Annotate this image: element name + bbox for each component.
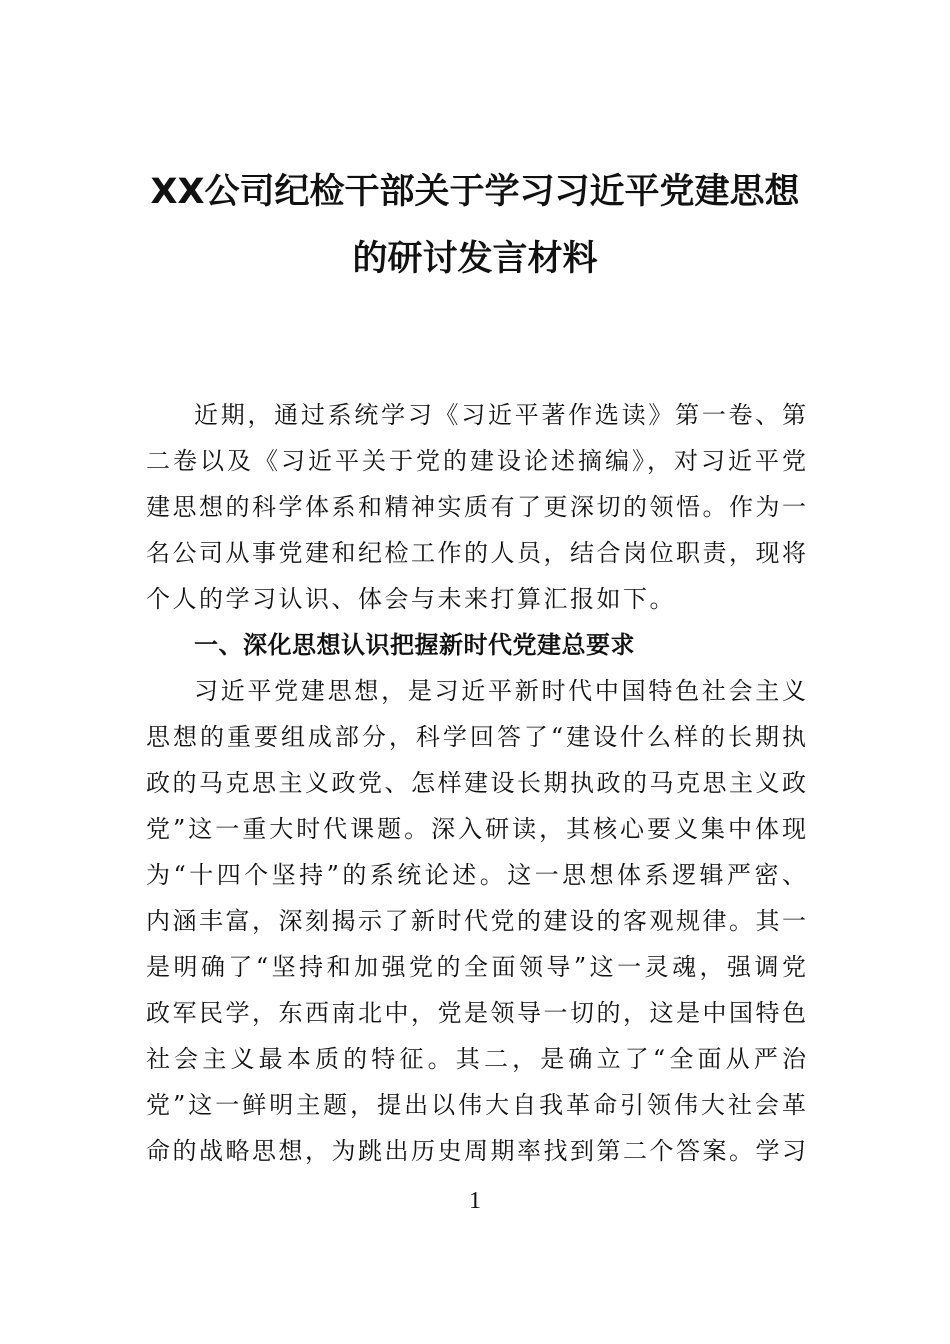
paragraph-line: 为“十四个坚持”的系统论述。这一思想体系逻辑严密、 [146,861,806,889]
paragraph-line: 近期，通过系统学习《习近平著作选读》第一卷、第 [194,401,806,429]
paragraph-line: 党”这一重大时代课题。深入研读，其核心要义集中体现 [146,815,806,843]
paragraph-line: 政的马克思主义政党、怎样建设长期执政的马克思主义政 [146,769,806,797]
paragraph-line: 党”这一鲜明主题，提出以伟大自我革命引领伟大社会革 [146,1091,806,1119]
page-number: 1 [469,1188,481,1214]
paragraph-line: 命的战略思想，为跳出历史周期率找到第二个答案。学习 [146,1137,806,1165]
document-body [146,392,806,1174]
paragraph-line: 思想的重要组成部分，科学回答了“建设什么样的长期执 [146,723,806,751]
paragraph-line: 习近平党建思想，是习近平新时代中国特色社会主义 [194,677,806,705]
paragraph-line: 内涵丰富，深刻揭示了新时代党的建设的客观规律。其一 [146,907,806,935]
paragraph-line: 名公司从事党建和纪检工作的人员，结合岗位职责，现将 [146,539,806,567]
paragraph-line: 政军民学，东西南北中，党是领导一切的，这是中国特色 [146,999,806,1027]
paragraph-line: 是明确了“坚持和加强党的全面领导”这一灵魂，强调党 [146,953,806,981]
paragraph-line: 个人的学习认识、体会与未来打算汇报如下。 [146,585,676,613]
document-title-line-2: 的研讨发言材料 [352,239,598,279]
paragraph-line: 建思想的科学体系和精神实质有了更深切的领悟。作为一 [146,493,806,521]
paragraph-line: 二卷以及《习近平关于党的建设论述摘编》，对习近平党 [146,447,806,475]
paragraph-line: 社会主义最本质的特征。其二，是确立了“全面从严治 [146,1045,806,1073]
section-heading: 一、深化思想认识把握新时代党建总要求 [194,631,635,659]
document-title-line-1: XX公司纪检干部关于学习习近平党建思想 [150,172,800,212]
